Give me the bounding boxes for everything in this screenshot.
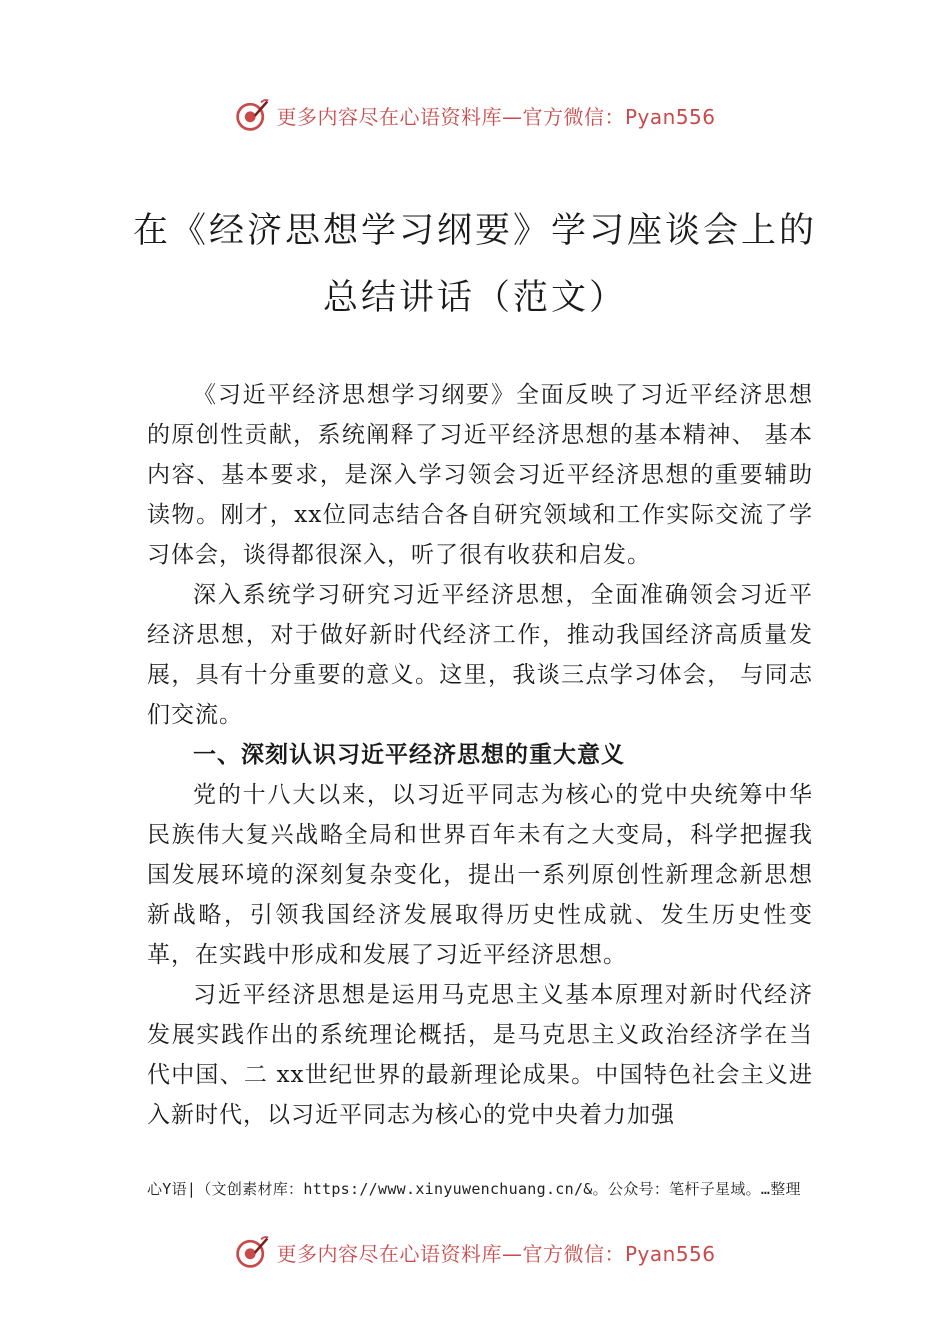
document-title-line1: 在《经济思想学习纲要》学习座谈会上的: [132, 211, 817, 251]
logo-icon: [234, 97, 270, 133]
source-note: 心Y语|（文创素材库：https://www.xinyuwenchuang.cn/&。公众号：笔杆子星域。…整理: [147, 1180, 801, 1198]
paragraph: 深入系统学习研究习近平经济思想，全面准确领会习近平经济思想，对于做好新时代经济工作，推动我国经济高质量发展，具有十分重要的意义。这里，我谈三点学习体会， 与同志们交流。: [147, 582, 813, 728]
paragraph: 《习近平经济思想学习纲要》全面反映了习近平经济思想的原创性贡献，系统阐释了习近平经济思想的基本精神、 基本内容、基本要求，是深入学习领会习近平经济思想的重要辅助读物。刚才，xx位同志结合各自研究领域和工作实际交流了学习体会，谈得都很深入，听了很有收获和启发。: [147, 382, 813, 568]
document-title-line2: 总结讲话（范文）: [322, 278, 627, 318]
logo-icon: [234, 1234, 270, 1270]
watermark-text: 更多内容尽在心语资料库—官方微信：Pyan556: [276, 1241, 716, 1266]
document-body: [147, 375, 813, 1135]
watermark-text: 更多内容尽在心语资料库—官方微信：Pyan556: [276, 104, 716, 129]
watermark-banner-bottom: [0, 1232, 950, 1272]
paragraph: 党的十八大以来，以习近平同志为核心的党中央统筹中华民族伟大复兴战略全局和世界百年未有之大变局，科学把握我国发展环境的深刻复杂变化，提出一系列原创性新理念新思想新战略，引领我国经济发展取得历史性成就、发生历史性变革，在实践中形成和发展了习近平经济思想。: [147, 782, 813, 968]
watermark-banner-top: [0, 95, 950, 135]
section-heading: 一、深刻认识习近平经济思想的重大意义: [193, 742, 625, 768]
paragraph: 习近平经济思想是运用马克思主义基本原理对新时代经济发展实践作出的系统理论概括，是马克思主义政治经济学在当代中国、二 xx世纪世界的最新理论成果。中国特色社会主义进入新时代，以习近平同志为核心的党中央着力加强: [147, 982, 813, 1128]
